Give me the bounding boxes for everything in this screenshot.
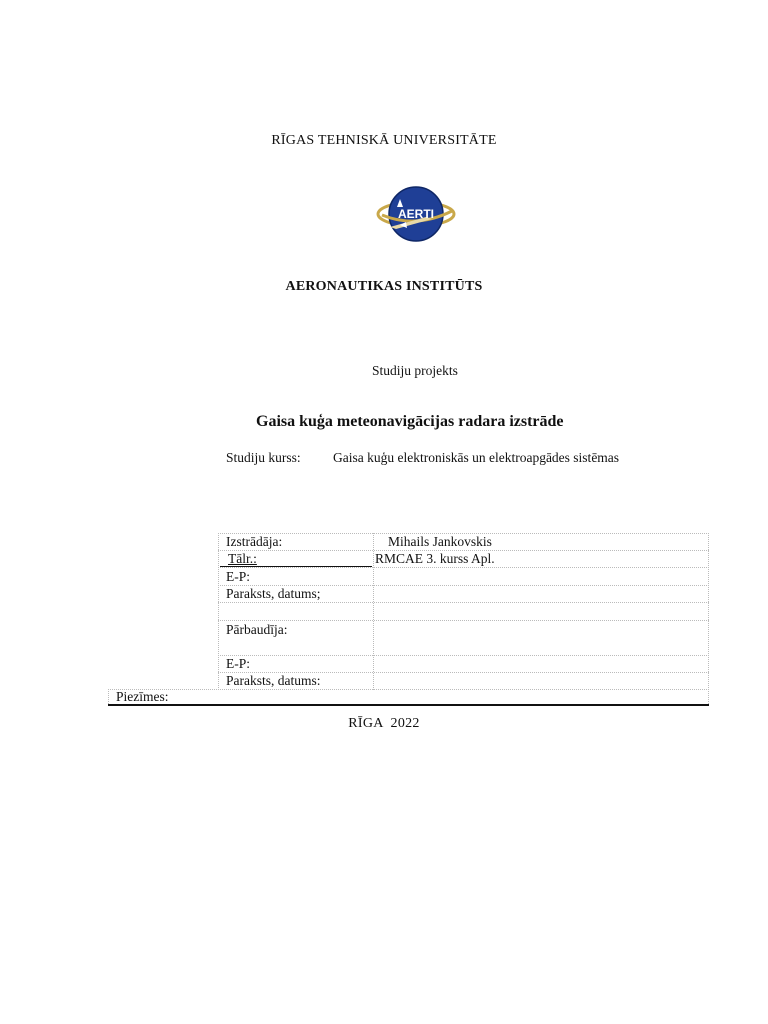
project-title: Gaisa kuģa meteonavigācijas radara izstrāde <box>256 413 564 430</box>
institute-name: AERONAUTIKAS INSTITŪTS <box>285 279 483 294</box>
phone-underline <box>220 566 372 567</box>
notes-label: Piezīmes: <box>116 689 169 704</box>
table-row-divider <box>218 620 709 621</box>
signature-date-label: Paraksts, datums; <box>226 586 321 601</box>
svg-text:AERTI: AERTI <box>398 207 434 221</box>
table-row-divider <box>218 655 709 656</box>
table-column-divider <box>373 533 374 690</box>
author-label: Izstrādāja: <box>226 534 283 549</box>
email-label: E-P: <box>226 569 251 584</box>
phone-label: Tālr.: <box>228 551 257 566</box>
notes-frame-right <box>708 689 709 704</box>
notes-frame <box>108 689 709 690</box>
group-value: RMCAE 3. kurss Apl. <box>375 551 495 566</box>
course-value: Gaisa kuģu elektroniskās un elektroapgādes sistēmas <box>333 450 620 465</box>
table-row-divider <box>218 567 709 568</box>
reviewer-email-label: E-P: <box>226 656 251 671</box>
course-label: Studiju kurss: <box>226 450 301 465</box>
city-year: RĪGA 2022 <box>348 716 420 731</box>
table-border-right <box>708 533 709 690</box>
author-info-table <box>218 533 709 690</box>
table-row-divider <box>218 602 709 603</box>
author-name: Mihails Jankovskis <box>388 534 492 549</box>
notes-separator-line <box>108 704 709 706</box>
logo-emblem-icon <box>376 181 458 249</box>
reviewer-signature-label: Paraksts, datums: <box>226 673 321 688</box>
document-type: Studiju projekts <box>372 363 458 378</box>
checked-by-label: Pārbaudīja: <box>226 622 288 637</box>
notes-frame-left <box>108 689 109 704</box>
aerti-logo <box>376 181 458 249</box>
table-border-left <box>218 533 219 690</box>
university-name: RĪGAS TEHNISKĀ UNIVERSITĀTE <box>271 133 497 148</box>
